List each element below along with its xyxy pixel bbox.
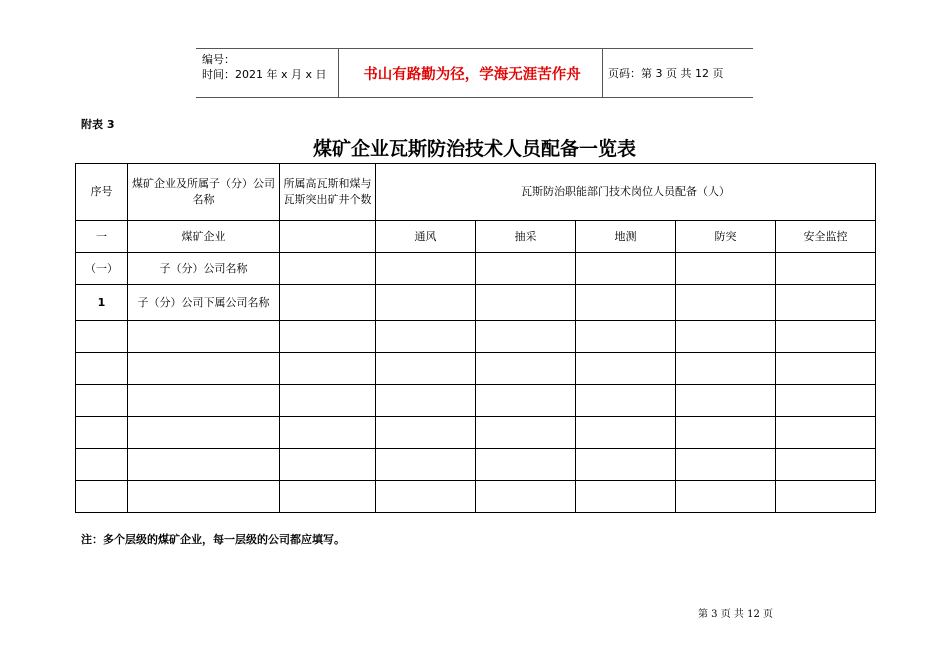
row-name: 子（分）公司名称 [128,253,280,285]
empty-cell[interactable] [476,285,576,321]
time-label: 时间：2021 年 x 月 x 日 [202,68,327,81]
table-row [76,253,876,285]
empty-cell[interactable] [128,417,280,449]
empty-cell[interactable] [676,285,776,321]
empty-cell[interactable] [76,353,128,385]
empty-cell[interactable] [676,449,776,481]
empty-cell[interactable] [128,449,280,481]
empty-cell[interactable] [776,253,876,285]
empty-cell[interactable] [576,285,676,321]
empty-cell[interactable] [128,481,280,513]
empty-cell[interactable] [76,385,128,417]
empty-cell[interactable] [476,253,576,285]
page-title: 煤矿企业瓦斯防治技术人员配备一览表 [312,138,636,160]
empty-cell[interactable] [776,449,876,481]
empty-cell[interactable] [280,417,376,449]
empty-cell[interactable] [576,481,676,513]
empty-cell[interactable] [476,321,576,353]
empty-cell[interactable] [576,353,676,385]
empty-cell[interactable] [76,481,128,513]
empty-cell[interactable] [676,385,776,417]
empty-cell[interactable] [776,481,876,513]
empty-cell[interactable] [376,353,476,385]
empty-cell[interactable] [76,449,128,481]
row-name: 煤矿企业 [128,221,280,253]
header-meta [202,52,327,82]
table-row [76,449,876,481]
table-row [76,321,876,353]
table-row [76,221,876,253]
empty-cell[interactable] [376,481,476,513]
header-divider [338,49,339,97]
empty-cell[interactable] [280,221,376,253]
empty-cell[interactable] [676,353,776,385]
document-header [196,48,753,98]
empty-cell[interactable] [76,321,128,353]
table-row [76,481,876,513]
table-row [76,353,876,385]
subheader-survey: 地测 [576,221,676,253]
table-row [76,385,876,417]
table-header-row [76,164,876,221]
header-divider [602,49,603,97]
header-seq: 序号 [76,164,128,221]
empty-cell[interactable] [476,417,576,449]
empty-cell[interactable] [376,417,476,449]
staff-table [75,163,876,513]
table-row [76,417,876,449]
empty-cell[interactable] [280,481,376,513]
empty-cell[interactable] [676,417,776,449]
empty-cell[interactable] [476,385,576,417]
appendix-label: 附表 3 [81,118,115,131]
empty-cell[interactable] [280,353,376,385]
empty-cell[interactable] [128,353,280,385]
empty-cell[interactable] [376,253,476,285]
empty-cell[interactable] [376,449,476,481]
header-mines: 所属高瓦斯和煤与瓦斯突出矿井个数 [280,164,376,221]
empty-cell[interactable] [576,417,676,449]
subheader-safety-monitoring: 安全监控 [776,221,876,253]
empty-cell[interactable] [280,285,376,321]
empty-cell[interactable] [576,321,676,353]
empty-cell[interactable] [576,253,676,285]
page-footer: 第 3 页 共 12 页 [698,609,773,620]
empty-cell[interactable] [476,353,576,385]
empty-cell[interactable] [776,385,876,417]
header-page-label: 页码：第 3 页 共 12 页 [608,67,724,80]
empty-cell[interactable] [280,385,376,417]
subheader-outburst: 防突 [676,221,776,253]
empty-cell[interactable] [776,285,876,321]
header-motto: 书山有路勤为径，学海无涯苦作舟 [363,66,581,83]
empty-cell[interactable] [376,385,476,417]
empty-cell[interactable] [776,417,876,449]
empty-cell[interactable] [280,321,376,353]
empty-cell[interactable] [676,481,776,513]
empty-cell[interactable] [476,449,576,481]
empty-cell[interactable] [576,449,676,481]
empty-cell[interactable] [476,481,576,513]
empty-cell[interactable] [576,385,676,417]
empty-cell[interactable] [128,321,280,353]
header-staff-group: 瓦斯防治职能部门技术岗位人员配备（人） [376,164,876,221]
empty-cell[interactable] [376,321,476,353]
empty-cell[interactable] [776,321,876,353]
empty-cell[interactable] [280,253,376,285]
header-company: 煤矿企业及所属子（分）公司名称 [128,164,280,221]
number-label: 编号： [202,53,235,66]
row-seq: 1 [76,285,128,321]
empty-cell[interactable] [776,353,876,385]
row-seq: （一） [76,253,128,285]
subheader-extraction: 抽采 [476,221,576,253]
empty-cell[interactable] [280,449,376,481]
subheader-ventilation: 通风 [376,221,476,253]
row-seq: 一 [76,221,128,253]
footnote: 注：多个层级的煤矿企业，每一层级的公司都应填写。 [81,533,345,546]
table-row [76,285,876,321]
row-name: 子（分）公司下属公司名称 [128,285,280,321]
empty-cell[interactable] [76,417,128,449]
empty-cell[interactable] [676,253,776,285]
empty-cell[interactable] [676,321,776,353]
empty-cell[interactable] [376,285,476,321]
empty-cell[interactable] [128,385,280,417]
